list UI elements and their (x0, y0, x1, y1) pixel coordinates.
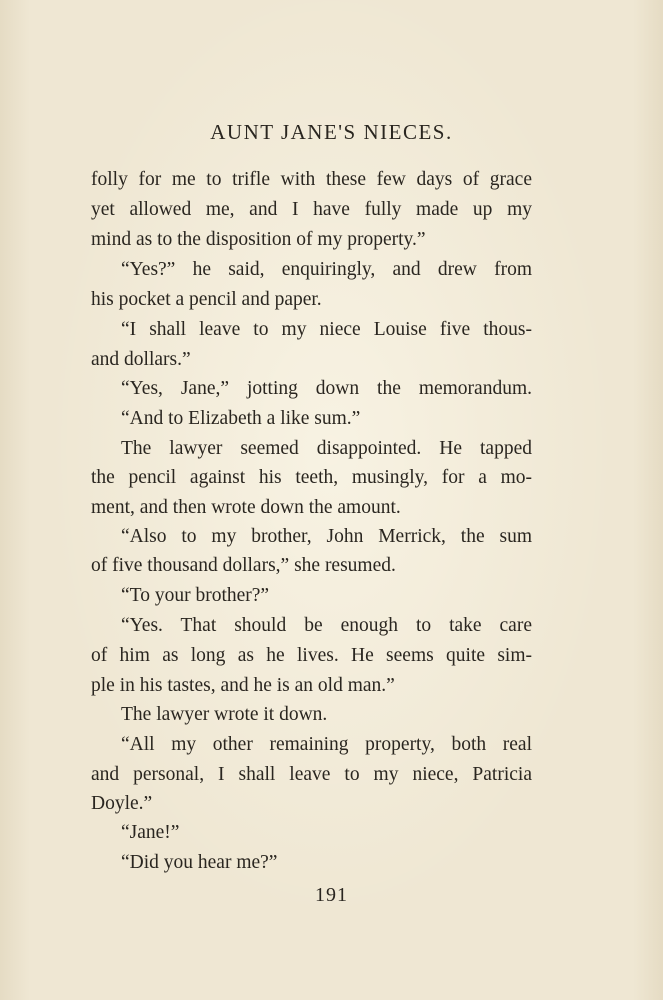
text-line: yet allowed me, and I have fully made up my (91, 199, 532, 220)
text-line: of him as long as he lives. He seems quite sim- (91, 645, 532, 666)
text-line: The lawyer wrote it down. (121, 704, 328, 725)
text-line: mind as to the disposition of my property.” (91, 229, 426, 250)
text-line: the pencil against his teeth, musingly, for a mo- (91, 467, 532, 488)
running-head: AUNT JANE'S NIECES. (210, 120, 453, 144)
text-line: folly for me to trifle with these few days of grace (91, 169, 532, 190)
text-line: “All my other remaining property, both real (121, 734, 532, 755)
text-line: Doyle.” (91, 793, 153, 814)
text-line: “Did you hear me?” (121, 852, 278, 873)
text-line: “Yes, Jane,” jotting down the memorandum. (121, 378, 532, 399)
text-line: “And to Elizabeth a like sum.” (121, 408, 361, 429)
text-line: and personal, I shall leave to my niece, Patricia (91, 764, 532, 785)
text-line: “Also to my brother, John Merrick, the sum (121, 526, 532, 547)
text-line: “Jane!” (121, 822, 180, 843)
text-line: The lawyer seemed disappointed. He tapped (121, 438, 532, 459)
text-line: “To your brother?” (121, 585, 270, 606)
text-line: of five thousand dollars,” she resumed. (91, 555, 396, 576)
page-number: 191 (315, 884, 348, 906)
text-line: “Yes. That should be enough to take care (121, 615, 532, 636)
text-line: “Yes?” he said, enquiringly, and drew from (121, 259, 532, 280)
text-line: and dollars.” (91, 349, 191, 370)
text-line: his pocket a pencil and paper. (91, 289, 322, 310)
text-line: ple in his tastes, and he is an old man.” (91, 675, 395, 696)
text-line: ment, and then wrote down the amount. (91, 497, 401, 518)
text-line: “I shall leave to my niece Louise five thous- (121, 319, 532, 340)
